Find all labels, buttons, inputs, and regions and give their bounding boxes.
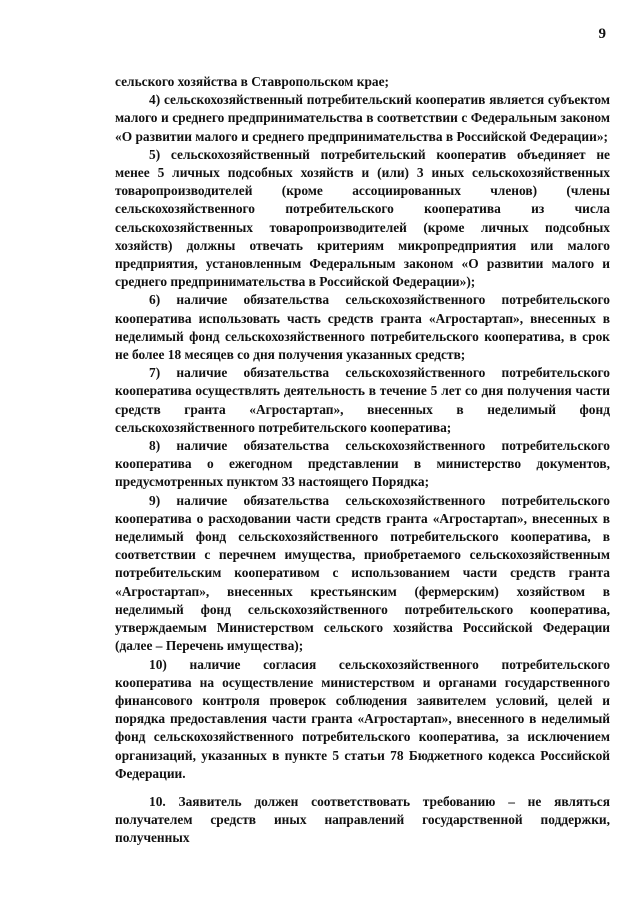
paragraph-item-7: 7) наличие обязательства сельскохозяйственного потребительского кооператива осуществлять деятельность в течение 5 лет со дня получения части средств гранта «Агростартап», внесенных в неделимый фонд сельскохозяйственного потребительского кооператива;: [115, 365, 610, 435]
paragraph-continuation: сельского хозяйства в Ставропольском крае;: [115, 74, 389, 89]
paragraph-item-5: 5) сельскохозяйственный потребительский кооператив объединяет не менее 5 личных подсобных хозяйств и (или) 3 иных сельскохозяйственных товаропроизводителей (кроме ассоциированных членов) (члены сельскохозяйственного потребительского кооператива из числа сельскохозяйственных товаропроизводителей (кроме личных подсобных хозяйств) должны отвечать критериям микропредприятия или малого предприятия, установленным Федеральным законом «О развитии малого и среднего предпринимательства в Российской Федерации»);: [115, 146, 610, 290]
paragraph-item-6: 6) наличие обязательства сельскохозяйственного потребительского кооператива использовать часть средств гранта «Агростартап», внесенных в неделимый фонд сельскохозяйственного потребительского кооператива, в срок не более 18 месяцев со дня получения указанных средств;: [115, 292, 610, 363]
document-body: [115, 73, 610, 848]
paragraph-item-10: 10) наличие согласия сельскохозяйственного потребительского кооператива на осуществление министерством и органами государственного финансового контроля проверок соблюдения заявителем условий, целей и порядка предоставления части гранта «Агростартап», внесенного в неделимый фонд сельскохозяйственного потребительского кооператива, за исключением организаций, указанных в пункте 5 статьи 78 Бюджетного кодекса Российской Федерации.: [115, 656, 610, 781]
paragraph-item-4: 4) сельскохозяйственный потребительский кооператив является субъектом малого и среднего предпринимательства в соответствии с Федеральным законом «О развитии малого и среднего предпринимательства в Российской Федерации»;: [115, 92, 610, 144]
paragraph-item-9: 9) наличие обязательства сельскохозяйственного потребительского кооператива о расходовании части средств гранта «Агростартап», внесенных в неделимый фонд сельскохозяйственного потребительского кооператива, в соответствии с перечнем имущества, приобретаемого сельскохозяйственным потребительским кооперативом с использованием части средств гранта «Агростартап», внесенных крестьянским (фермерским) хозяйством в неделимый фонд сельскохозяйственного потребительского кооператива, утверждаемым Министерством сельского хозяйства Российской Федерации (далее – Перечень имущества);: [115, 492, 610, 654]
paragraph-section-10: 10. Заявитель должен соответствовать требованию – не являться получателем средств иных направлений государственной поддержки, полученных: [115, 793, 610, 846]
paragraph-item-8: 8) наличие обязательства сельскохозяйственного потребительского кооператива о ежегодном представлении в министерство документов, предусмотренных пунктом 33 настоящего Порядка;: [115, 438, 610, 490]
page-number: 9: [598, 26, 606, 42]
